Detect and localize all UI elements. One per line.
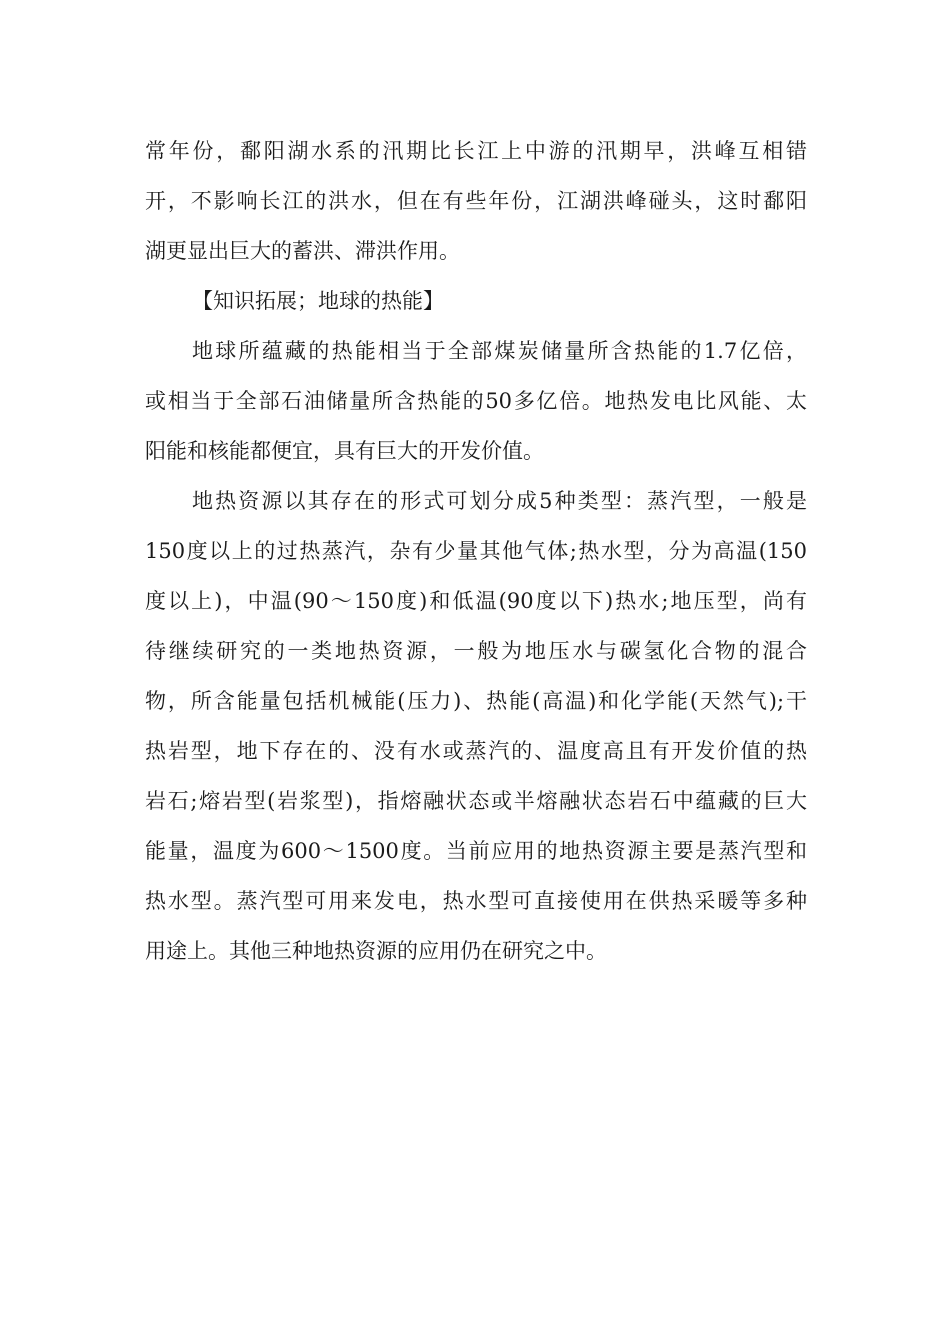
text-line: 地球所蕴藏的热能相当于全部煤炭储量所含热能的1.7亿倍， (192, 339, 807, 363)
text-line: 阳能和核能都便宜，具有巨大的开发价值。 (145, 439, 544, 463)
text-line: 150度以上的过热蒸汽，杂有少量其他气体;热水型，分为高温(150 (145, 539, 807, 563)
text-line: 热水型。蒸汽型可用来发电，热水型可直接使用在供热采暖等多种 (145, 889, 807, 913)
text-line: 或相当于全部石油储量所含热能的50多亿倍。地热发电比风能、太 (145, 389, 807, 413)
text-line: 地热资源以其存在的形式可划分成5种类型：蒸汽型，一般是 (192, 489, 807, 513)
text-line: 能量，温度为600～1500度。当前应用的地热资源主要是蒸汽型和 (145, 839, 807, 863)
document-body (145, 126, 807, 976)
text-line: 待继续研究的一类地热资源，一般为地压水与碳氢化合物的混合 (145, 639, 807, 663)
text-line: 热岩型，地下存在的、没有水或蒸汽的、温度高且有开发价值的热 (145, 739, 807, 763)
paragraph-geothermal-energy (145, 326, 807, 476)
text-line: 常年份，鄱阳湖水系的汛期比长江上中游的汛期早，洪峰互相错 (145, 139, 807, 163)
section-heading: 【知识拓展；地球的热能】 (192, 289, 444, 313)
text-line: 开，不影响长江的洪水，但在有些年份，江湖洪峰碰头，这时鄱阳 (145, 189, 807, 213)
text-line: 岩石;熔岩型(岩浆型)，指熔融状态或半熔融状态岩石中蕴藏的巨大 (145, 789, 807, 813)
text-line: 湖更显出巨大的蓄洪、滞洪作用。 (145, 239, 460, 263)
paragraph-geothermal-types (145, 476, 807, 976)
continuation-paragraph (145, 126, 807, 276)
section-heading-block (145, 276, 807, 326)
text-line: 度以上)，中温(90～150度)和低温(90度以下)热水;地压型，尚有 (145, 589, 807, 613)
text-line: 物，所含能量包括机械能(压力)、热能(高温)和化学能(天然气);干 (145, 689, 807, 713)
text-line: 用途上。其他三种地热资源的应用仍在研究之中。 (145, 939, 607, 963)
